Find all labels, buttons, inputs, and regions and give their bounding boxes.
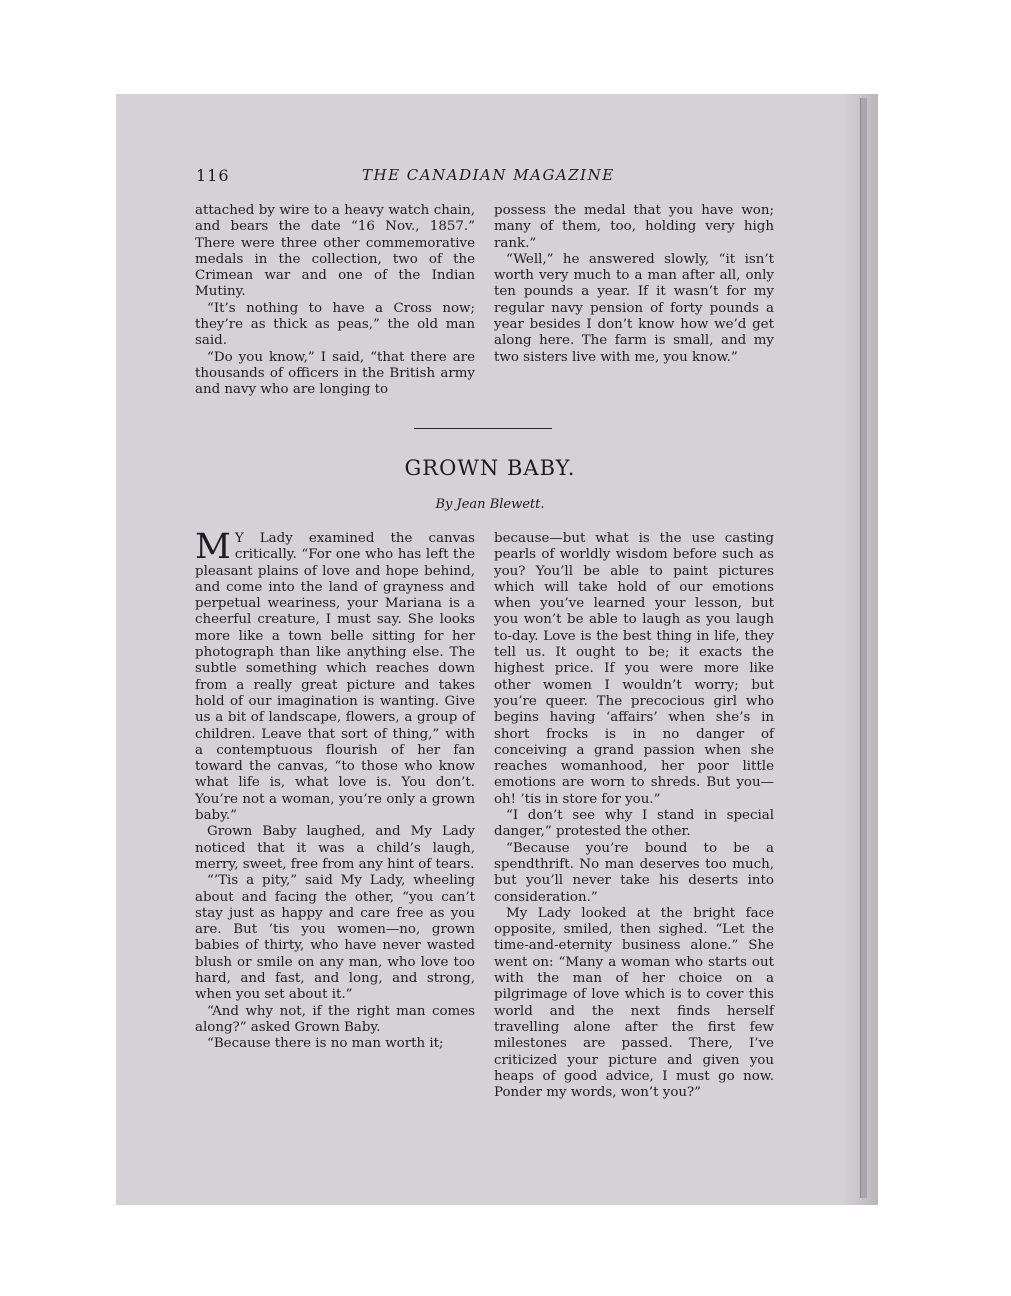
page-number: 116 — [196, 166, 230, 185]
paragraph: “It’s nothing to have a Cross now; they’re as thick as peas,” the old man said. — [195, 300, 475, 349]
paragraph: “Well,” he answered slowly, “it isn’t worth very much to a man after all, only ten pounds a year. If it wasn’t for my regular navy pension of forty pounds a year besides I don’t know how we’d get along here. The farm is small, and my two sisters live with me, you know.” — [494, 251, 774, 365]
paragraph: Grown Baby laughed, and My Lady noticed that it was a child’s laugh, merry, sweet, free from any hint of tears. — [195, 824, 475, 872]
article-byline: By Jean Blewett. — [435, 497, 545, 512]
paragraph: “Because you’re bound to be a spendthrift. No man deserves too much, but you’ll never take his deserts into consideration.” — [494, 840, 774, 905]
paragraph: because—but what is the use casting pearls of worldly wisdom before such as you? You’ll be able to paint pictures which will take hold of our emotions when you’ve learned your lesson, but you won’t be able to laugh as you laugh to-day. Love is the best thing in life, they tell us. It ought to be; it exacts the highest price. If you were more like other women I wouldn’t worry; but you’re queer. The precocious girl who begins having ‘affairs’ when she’s in short frocks is in no danger of conceiving a grand passion when she reaches womanhood, her poor little emotions are worn to shreds. But you—oh! ’tis in store for you.” — [494, 531, 774, 807]
paragraph: “I don’t see why I stand in special danger,” protested the other. — [494, 808, 774, 840]
paragraph: “Because there is no man worth it; — [207, 1036, 444, 1052]
article-title: GROWN BABY. — [404, 456, 576, 480]
running-title: THE CANADIAN MAGAZINE — [362, 166, 615, 184]
paragraph: “And why not, if the right man comes along?” asked Grown Baby. — [195, 1003, 475, 1035]
paragraph: My Lady looked at the bright face opposite, smiled, then sighed. “Let the time-and-eternity business alone.” She went on: “Many a woman who starts out with the man of her choice on a pilgrimage of love which is to cover this world and the next finds herself travelling alone after the first few milestones are passed. There, I’ve criticized your picture and given you heaps of good advice, I must go now. Ponder my words, won’t you?” — [494, 905, 774, 1101]
opening-paragraph — [195, 527, 475, 824]
previous-article-column-1 — [195, 203, 475, 399]
section-divider — [414, 428, 552, 429]
opening-text: Y Lady examined the canvas critically. “For one who has left the pleasant plains of love and hope behind, and come into the land of grayness and perpetual weariness, your Mariana is a cheerful creature, I must say. She looks more like a town belle sitting for her photograph than like anything else. The subtle something which reaches down from a really great picture and takes hold of our imagination is wanting. Give us a bit of landscape, flowers, a group of children. Leave that sort of thing,” with a contemptuous flourish of her fan toward the canvas, “to those who know what life is, what love is. You don’t. You’re not a woman, you’re only a grown baby.” — [195, 531, 475, 824]
drop-cap: M — [195, 527, 231, 567]
article-column-2 — [494, 531, 774, 1101]
paragraph: “Do you know,” I said, “that there are thousands of officers in the British army and navy who are longing to — [195, 349, 475, 398]
paragraph: “’Tis a pity,” said My Lady, wheeling about and facing the other, “you can’t stay just as happy and care free as you are. But ’tis you women—no, grown babies of thirty, who have never wasted blush or smile on any man, who love too hard, and fast, and long, and strong, when you set about it.” — [195, 873, 475, 1003]
previous-article-column-2 — [494, 203, 774, 366]
article-column-1 — [195, 527, 475, 1053]
paragraph: possess the medal that you have won; many of them, too, holding very high rank.” — [494, 203, 774, 251]
paragraph: attached by wire to a heavy watch chain, and bears the date “16 Nov., 1857.” There were three other commemorative medals in the collection, two of the Crimean war and one of the Indian Mutiny. — [195, 203, 475, 300]
